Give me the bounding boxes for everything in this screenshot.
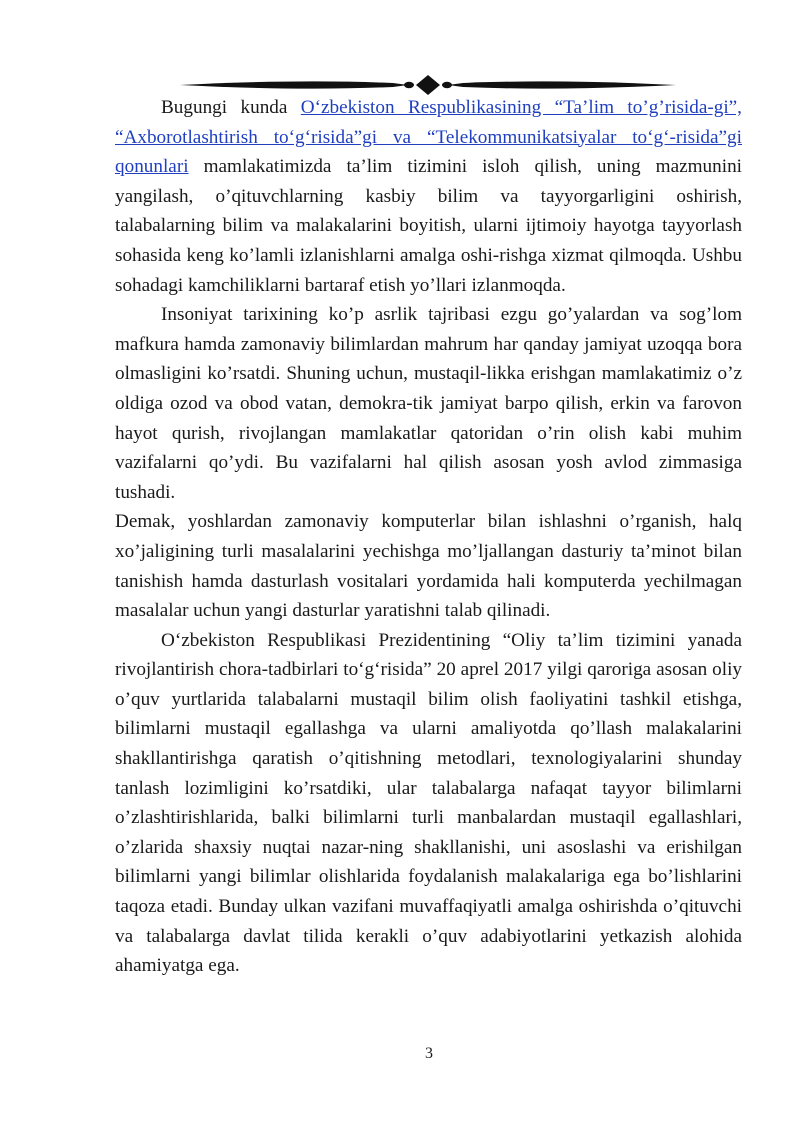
- laws-link[interactable]: O‘zbekiston Respublikasining “Ta’lim to’g’risida-gi”, “Axborotlashtirish to‘g‘risida”gi va “Telekommunikatsiyalar to‘g‘-risida”gi qonunlari: [115, 97, 742, 178]
- paragraph-youth-computers: Demak, yoshlardan zamonaviy komputerlar bilan ishlashni o’rganish, halq xo’jaligining turli masalalarini yechishga mo’ljallangan dasturiy ta’minot bilan tanishish hamda dasturlash vositalari yordamida hali komputerda yechilmagan masalalar uchun yangi dasturlar yaratishni talab qilinadi.: [115, 511, 742, 622]
- paragraph-history: Insoniyat tarixining ko’p asrlik tajribasi ezgu go’yalardan va sog’lom mafkura hamda zamonaviy bilimlardan mahrum har qanday jamiyat uzoqqa bora olmasligini ko’rsatdi. Shuning uchun, mustaqil-likka erishgan mamlakatimiz o’z oldiga ozod va obod vatan, demokra-tik jamiyat barpo qilish, erkin va farovon hayot qurish, rivojlangan mamlakatlar qatoridan o’rin olish kabi muhim vazifalarni qo’ydi. Bu vazifalarni hal qilish asosan yosh avlod zimmasiga tushadi.: [115, 304, 742, 503]
- paragraph-intro: [115, 93, 742, 300]
- paragraph-intro-lead: Bugungi kunda: [161, 97, 301, 118]
- document-body: [115, 93, 742, 981]
- paragraph-presidential-decree: O‘zbekiston Respublikasi Prezidentining “Oliy ta’lim tizimini yanada rivojlantirish chora-tadbirlari to‘g‘risida” 20 aprel 2017 yilgi qaroriga asosan oliy o’quv yurtlarida talabalarni mustaqil bilim olish faoliyatini tashkil etishga, bilimlarni mustaqil egallashga va ularni amaliyotda qo’llash malakalarini shakllantirishga qaratish o’qitishning metodlari, texnologiyalarini shunday tanlash lozimligini ko’rsatdiki, ular talabalarga nafaqat tayyor bilimlarni o’zlashtirishlarida, balki bilimlarni turli manbalardan mustaqil egallashlari, o’zlarida shaxsiy nuqtai nazar-ning shakllanishi, uni asoslashi va erishilgan bilimlarni yangi bilimlar olishlarida foydalanish malakalariga ega bo’lishlarini taqoza etadi. Bunday ulkan vazifani muvaffaqiyatli amalga oshirishda o’qituvchi va talabalarga davlat tilida kerakli o’quv adabiyotlarini yetkazish alohida ahamiyatga ega.: [115, 629, 742, 977]
- paragraph-intro-rest: mamlakatimizda ta’lim tizimini isloh qilish, uning mazmunini yangilash, o’qituvchlarning kasbiy bilim va tayyorgarligini oshirish, talabalarning bilim va malakalarini boyitish, ularni ijtimoiy hayotga tayyorlash sohasida keng ko’lamli izlanishlarni amalga oshi-rishga xizmat qilmoqda. Ushbu sohadagi kamchiliklarni bartaraf etish yo’llari izlanmoqda.: [115, 156, 742, 296]
- page-number: 3: [425, 1045, 433, 1062]
